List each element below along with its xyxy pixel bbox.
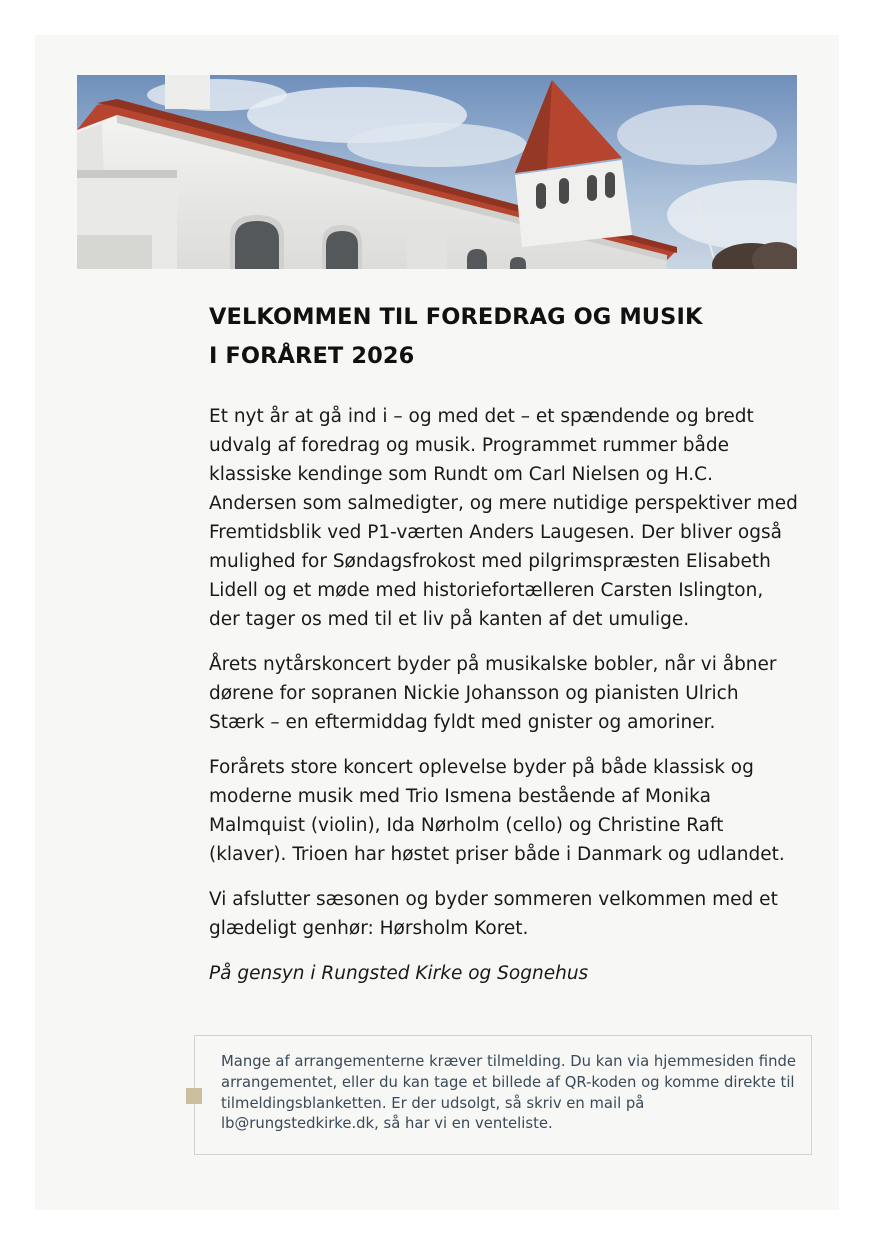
spring-concert-paragraph: Forårets store koncert oplevelse byder på både klassisk og moderne musik med Trio Ismena bestående af Monika Malmquist (violin), Ida Nørholm (cello) og Christine Raft (klaver). Trioen har høstet priser både i Danmark og udlandet. [209, 757, 785, 865]
season-finale-paragraph: Vi afslutter sæsonen og byder sommeren velkommen med et glædeligt genhør: Hørsholm Koret. [209, 889, 778, 939]
intro-paragraph: Et nyt år at gå ind i – og med det – et spændende og bredt udvalg af foredrag og musik. Programmet rummer både klassiske kendinge som Rundt om Carl Nielsen og H.C. Andersen som salmedigter, og mere nutidige perspektiver med Fremtidsblik ved P1-værten Anders Laugesen. Der bliver også mulighed for Søndagsfrokost med pilgrimspræsten Elisabeth Lidell og et møde med historiefortælleren Carsten Islington, der tager os med til et liv på kanten af det umulige. [209, 406, 798, 630]
registration-note-text: Mange af arrangementerne kræver tilmelding. Du kan via hjemmesiden finde arrangementet, eller du kan tage et billede af QR-koden og komme direkte til tilmeldingsblanketten. Er der udsolgt, så skriv en mail på lb@rungstedkirke.dk, så har vi en venteliste. [221, 1053, 796, 1133]
closing-line: På gensyn i Rungsted Kirke og Sognehus [209, 963, 589, 984]
page-title [209, 298, 799, 376]
title-line-2: I FORÅRET 2026 [209, 343, 415, 369]
main-content [209, 298, 799, 988]
note-marker-square [186, 1088, 202, 1104]
new-year-concert-paragraph: Årets nytårskoncert byder på musikalske bobler, når vi åbner dørene for sopranen Nickie Johansson og pianisten Ulrich Stærk – en eftermiddag fyldt med gnister og amoriner. [209, 654, 777, 733]
church-illustration [77, 75, 797, 269]
church-photo [77, 75, 797, 269]
registration-note-box [194, 1035, 812, 1155]
title-line-1: VELKOMMEN TIL FOREDRAG OG MUSIK [209, 304, 703, 330]
